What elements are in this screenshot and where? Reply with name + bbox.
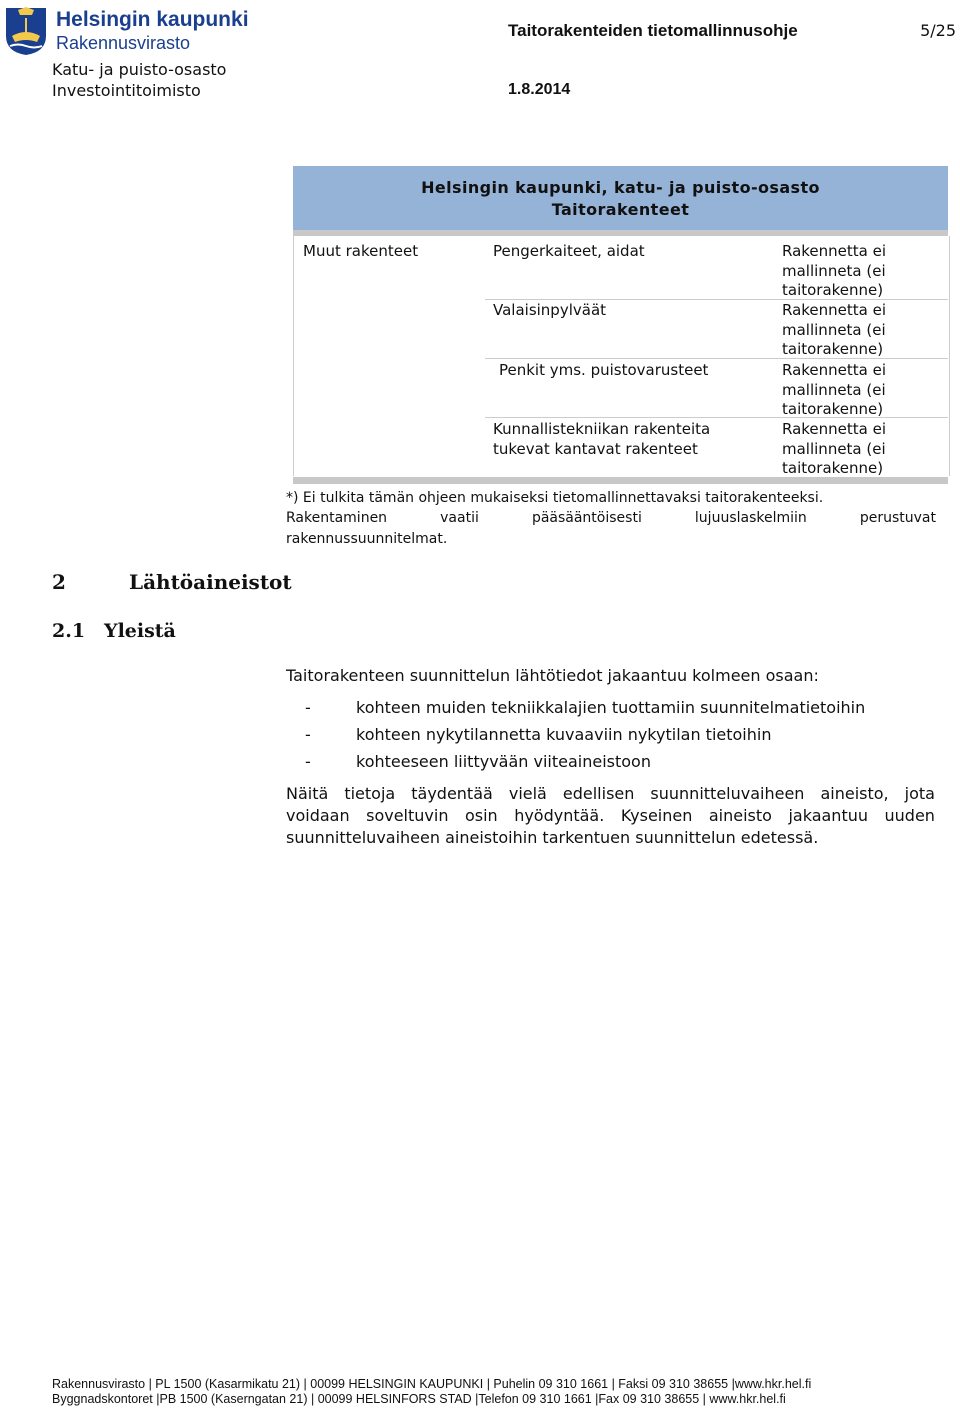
bullet-marker: - (305, 725, 311, 744)
document-title: Taitorakenteiden tietomallinnusohje (508, 21, 798, 40)
brand-department: Rakennusvirasto (56, 33, 191, 53)
table-footnote-line: rakennussuunnitelmat. (286, 531, 448, 547)
org-unit: Katu- ja puisto-osasto (52, 60, 227, 79)
subsection-title: Yleistä (104, 620, 176, 642)
page-number: 5/25 (920, 21, 956, 40)
org-subunit: Investointitoimisto (52, 81, 201, 100)
document-date: 1.8.2014 (508, 81, 571, 98)
footer-finnish: Rakennusvirasto | PL 1500 (Kasarmikatu 21) | 00099 HELSINGIN KAUPUNKI | Puhelin 09 310 1661 | Faksi 09 310 38655 |www.hkr.hel.fi (52, 1377, 812, 1391)
bullet-marker: - (305, 752, 311, 771)
table-footnote-line: Rakentaminen vaatii pääsääntöisesti lujuuslaskelmiin perustuvat (286, 510, 936, 526)
paragraph-line: Näitä tietoja täydentää vielä edellisen suunnitteluvaiheen aineisto, jota (286, 784, 935, 803)
table-row-status: Rakennetta ei mallinneta (ei taitorakenne) (782, 361, 887, 418)
section-number: 2 (52, 570, 66, 594)
table-subtitle: Taitorakenteet (551, 200, 690, 219)
table-category: Muut rakenteet (303, 242, 419, 260)
footer-swedish: Byggnadskontoret |PB 1500 (Kaserngatan 21) | 00099 HELSINFORS STAD |Telefon 09 310 1661 |Fax 09 310 38655 | www.hkr.hel.fi (52, 1392, 786, 1406)
table-row-item: Kunnallistekniikan rakenteita tukevat kantavat rakenteet (493, 420, 711, 458)
table-row-item: Pengerkaiteet, aidat (493, 242, 645, 260)
table-header (293, 166, 948, 236)
table-row-status: Rakennetta ei mallinneta (ei taitorakenne) (782, 301, 887, 358)
table-title: Helsingin kaupunki, katu- ja puisto-osasto (421, 178, 820, 197)
helsinki-crest-icon (4, 6, 48, 56)
subsection-number: 2.1 (52, 620, 86, 642)
table-row-status: Rakennetta ei mallinneta (ei taitorakenne) (782, 242, 887, 299)
list-item: kohteen nykytilannetta kuvaaviin nykytilan tietoihin (356, 725, 772, 744)
section-title: Lähtöaineistot (129, 570, 292, 594)
bullet-marker: - (305, 698, 311, 717)
table-row-status: Rakennetta ei mallinneta (ei taitorakenne) (782, 420, 887, 477)
table-row-item: Valaisinpylväät (493, 301, 607, 319)
table-row-item: Penkit yms. puistovarusteet (499, 361, 709, 379)
list-item: kohteeseen liittyvään viiteaineistoon (356, 752, 651, 771)
intro-paragraph: Taitorakenteen suunnittelun lähtötiedot jakaantuu kolmeen osaan: (286, 666, 819, 685)
table-footnote: *) Ei tulkita tämän ohjeen mukaiseksi tietomallinnettavaksi taitorakenteeksi. (286, 490, 824, 506)
brand-name: Helsingin kaupunki (56, 8, 249, 31)
paragraph-line: voidaan soveltuvin osin hyödyntää. Kyseinen aineisto jakaantuu uuden (286, 806, 935, 825)
paragraph-line: suunnitteluvaiheen aineistoihin tarkentuen suunnittelun edetessä. (286, 828, 819, 847)
list-item: kohteen muiden tekniikkalajien tuottamiin suunnitelmatietoihin (356, 698, 866, 717)
